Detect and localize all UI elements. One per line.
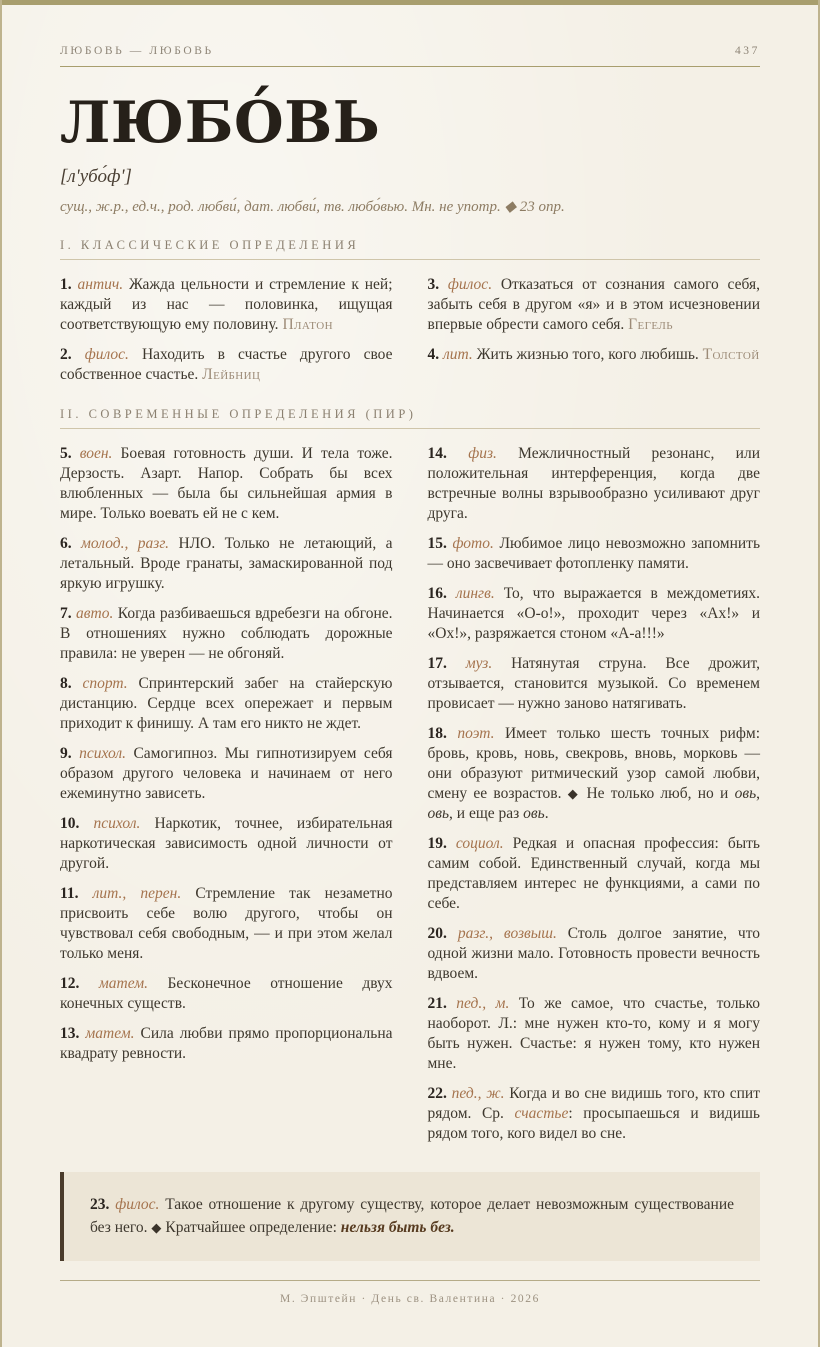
header-rule	[60, 66, 760, 67]
definition-text: Самогипноз. Мы гипнотизируем себя образом другого человека и начинаем от него ежеминутно зависеть.	[60, 744, 393, 802]
definition-author: Гегель	[628, 315, 673, 333]
definition-item	[428, 994, 761, 1074]
definition-text: Натянутая струна. Все дрожит, отзывается, становится музыкой. Со временем провисает — нужно заново натягивать.	[427, 654, 760, 712]
definition-label: лит., перен.	[92, 884, 196, 902]
section-title: II. СОВРЕМЕННЫЕ ОПРЕДЕЛЕНИЯ (ПИР)	[60, 406, 417, 421]
definition-label: социол.	[455, 834, 513, 852]
definition-text: Редкая и опасная профессия: быть самим собой. Единственный случай, когда мы представляем интерес не функциями, а сами по себе.	[427, 834, 760, 912]
definition-number: 3.	[427, 275, 448, 293]
definition-label: психол.	[93, 814, 155, 832]
page-number: 437	[734, 45, 760, 57]
running-header	[60, 45, 760, 57]
definition-text-segment: : просыпаешься и видишь рядом того, кого видел во сне.	[427, 1104, 760, 1142]
section-title: I. КЛАССИЧЕСКИЕ ОПРЕДЕЛЕНИЯ	[60, 237, 360, 252]
definition-item	[60, 974, 393, 1014]
definition-number: 9.	[60, 744, 80, 762]
definition-label: психол.	[79, 744, 134, 762]
definition-text: То же самое, что счастье, только наоборот. Л.: мне нужен кто-то, кому и я могу быть нужен. Счастье: я нужен тому, кто нужен мне.	[427, 994, 760, 1072]
definition-item	[60, 444, 393, 524]
definition-author: Толстой	[702, 345, 760, 363]
definition-text-segment: овь	[427, 804, 450, 822]
definition-label: авто.	[76, 604, 118, 622]
definition-text-segment: Когда и во сне видишь того, кто спит рядом. Ср.	[427, 1084, 760, 1122]
definition-text-segment: овь	[523, 804, 545, 822]
definition-text: Жить жизнью того, кого любишь.	[476, 345, 699, 363]
definition-item	[428, 1084, 761, 1144]
definition-number: 12.	[60, 974, 99, 992]
column-2	[428, 444, 761, 1144]
definition-text: НЛО. Только не летающий, а летальный. Вроде гранаты, замаскированной под яркую игрушку.	[60, 534, 393, 592]
grammar-line: сущ., ж.р., ед.ч., род. любви́, дат. любви́, тв. любо́вью. Мн. не употр. ◆ 23 опр.	[60, 198, 565, 215]
definition-number: 8.	[60, 674, 83, 692]
definition-number: 6.	[60, 534, 82, 552]
definition-item	[428, 345, 761, 365]
definition-label: спорт.	[82, 674, 139, 692]
definition-label: разг., возвыш.	[457, 924, 568, 942]
definition-text-segment: Не только люб, но и	[580, 784, 735, 802]
definition-number: 23.	[90, 1195, 116, 1213]
definition-text-segment: Такое отношение к другому существу, которое делает невозможным существование без него.	[90, 1195, 734, 1236]
definition-text: Отказаться от сознания самого себя, забыть себя в другом «я» и в этом исчезновении впервые обрести самого себя.	[427, 275, 760, 333]
diamond-icon: ◆	[567, 785, 581, 801]
definition-text-segment: , и еще раз	[449, 804, 524, 822]
section-1	[60, 238, 760, 385]
column-2	[428, 275, 761, 365]
definition-item	[60, 884, 393, 964]
definition-label: пед., м.	[456, 994, 519, 1012]
definition-number: 16.	[427, 584, 456, 602]
definition-label: матем.	[85, 1024, 141, 1042]
top-accent-bar	[2, 0, 818, 5]
definition-label: филос.	[447, 275, 501, 293]
definition-item	[60, 674, 393, 734]
definition-number: 2.	[60, 345, 85, 363]
definition-text: Столь долгое занятие, что одной жизни мало. Готовность провести вечность вдвоем.	[427, 924, 761, 982]
definition-label: молод., разг.	[81, 534, 179, 552]
definition-item	[428, 924, 761, 984]
definition-text: Стремление так незаметно присвоить себе волю другого, чтобы он чувствовал себя свободным, — и при этом желал только меня.	[60, 884, 393, 962]
definition-author: Лейбниц	[202, 365, 261, 383]
definition-item	[428, 275, 761, 335]
definition-number: 20.	[427, 924, 458, 942]
section-rule	[60, 259, 760, 260]
definition-label: лингв.	[455, 584, 504, 602]
definition-text-segment: овь	[734, 784, 757, 802]
definition-text-segment: ,	[756, 784, 761, 802]
definition-item	[428, 444, 761, 524]
diamond-icon: ◆	[151, 1219, 162, 1235]
page-content	[60, 45, 760, 1347]
definition-item	[428, 654, 761, 714]
definition-author: Платон	[282, 315, 333, 333]
pronunciation: [л'убо́ф']	[60, 165, 132, 187]
definition-number: 15.	[427, 534, 453, 552]
definition-text: Любимое лицо невозможно запомнить — оно засвечивает фотопленку памяти.	[427, 534, 761, 572]
definition-number: 18.	[427, 724, 458, 742]
definition-number: 17.	[427, 654, 466, 672]
definition-number: 10.	[60, 814, 94, 832]
definition-text: То, что выражается в междометиях. Начинается «О-о!», проходит через «Ах!» и «Ох!», разряжается стоном «А-а!!!»	[427, 584, 760, 642]
definition-label: филос.	[84, 345, 142, 363]
definition-text: Жажда цельности и стремление к ней; каждый из нас — половинка, ищущая соответствующую ему половину.	[60, 275, 393, 333]
definition-item	[60, 814, 393, 874]
definition-text-segment: счастье	[514, 1104, 569, 1122]
definition-sections	[60, 238, 760, 1144]
definition-label: воен.	[79, 444, 121, 462]
definition-item	[60, 275, 393, 335]
definition-label: матем.	[98, 974, 168, 992]
definition-text-segment: Имеет только шесть точных рифм: бровь, кровь, новь, свекровь, вновь, морковь — они образуют ритмический узор самой любви, смену ее возрастов.	[427, 724, 761, 802]
definition-number: 21.	[427, 994, 457, 1012]
definition-item	[60, 744, 393, 804]
definition-label: антич.	[77, 275, 130, 293]
definition-text-segment: Кратчайшее определение:	[161, 1218, 341, 1236]
definition-text-segment: нельзя быть без.	[340, 1218, 455, 1236]
section-rule	[60, 428, 760, 429]
definition-item	[60, 604, 393, 664]
definition-text: Когда разбиваешься вдребезги на обгоне. В отношениях нужно соблюдать дорожные правила: не уверен — не обгоняй.	[60, 604, 393, 662]
column-1	[60, 444, 393, 1064]
definition-label: физ.	[468, 444, 519, 462]
section-2	[60, 407, 760, 1144]
section-columns	[60, 275, 760, 385]
definition-number: 22.	[427, 1084, 452, 1102]
definition-number: 11.	[60, 884, 93, 902]
definition-label: филос.	[115, 1195, 166, 1213]
definition-text: Наркотик, точнее, избирательная наркотическая зависимость одной личности от другой.	[60, 814, 393, 872]
section-columns	[60, 444, 760, 1144]
definition-item	[428, 534, 761, 574]
footer-credit: М. Эпштейн · День св. Валентина · 2026	[280, 1292, 540, 1305]
definition-label: поэт.	[457, 724, 505, 742]
definition-text: Находить в счастье другого свое собственное счастье.	[60, 345, 393, 383]
definition-text-segment: .	[544, 804, 549, 822]
definition-number: 7.	[60, 604, 77, 622]
footer-rule	[60, 1280, 760, 1281]
definition-text: Боевая готовность души. И тела тоже. Дерзость. Азарт. Напор. Собрать бы всех влюбленных — была бы сильнейшая армия в мире. Только воевать ей не с кем.	[60, 444, 393, 522]
definition-item	[60, 534, 393, 594]
definition-number: 19.	[427, 834, 456, 852]
definition-text: Бесконечное отношение двух конечных существ.	[60, 974, 393, 1012]
definition-label: пед., ж.	[451, 1084, 510, 1102]
definition-text: Сила любви прямо пропорциональна квадрату ревности.	[60, 1024, 393, 1062]
definition-item	[428, 834, 761, 914]
definition-item	[428, 584, 761, 644]
definition-label: муз.	[465, 654, 512, 672]
definition-item	[60, 1024, 393, 1064]
definition-item	[60, 345, 393, 385]
definition-number: 1.	[60, 275, 78, 293]
definition-number: 5.	[60, 444, 80, 462]
running-header-title: ЛЮБОВЬ — ЛЮБОВЬ	[60, 45, 214, 57]
column-1	[60, 275, 393, 385]
definition-item	[428, 724, 761, 824]
key-definition-box	[60, 1172, 760, 1261]
definition-number: 4.	[427, 345, 443, 363]
definition-label: фото.	[452, 534, 500, 552]
definition-number: 13.	[60, 1024, 86, 1042]
headword: ЛЮБО́ВЬ	[60, 89, 381, 156]
definition-text: Спринтерский забег на стайерскую дистанцию. Сердце всех опережает и первым приходит к финишу. А там его никто не ждет.	[60, 674, 393, 732]
definition-item	[90, 1193, 734, 1239]
definition-number: 14.	[427, 444, 469, 462]
definition-label: лит.	[443, 345, 477, 363]
definition-text: Межличностный резонанс, или положительная интерференция, когда две встречные волны взрывообразно усиливают друг друга.	[427, 444, 761, 522]
